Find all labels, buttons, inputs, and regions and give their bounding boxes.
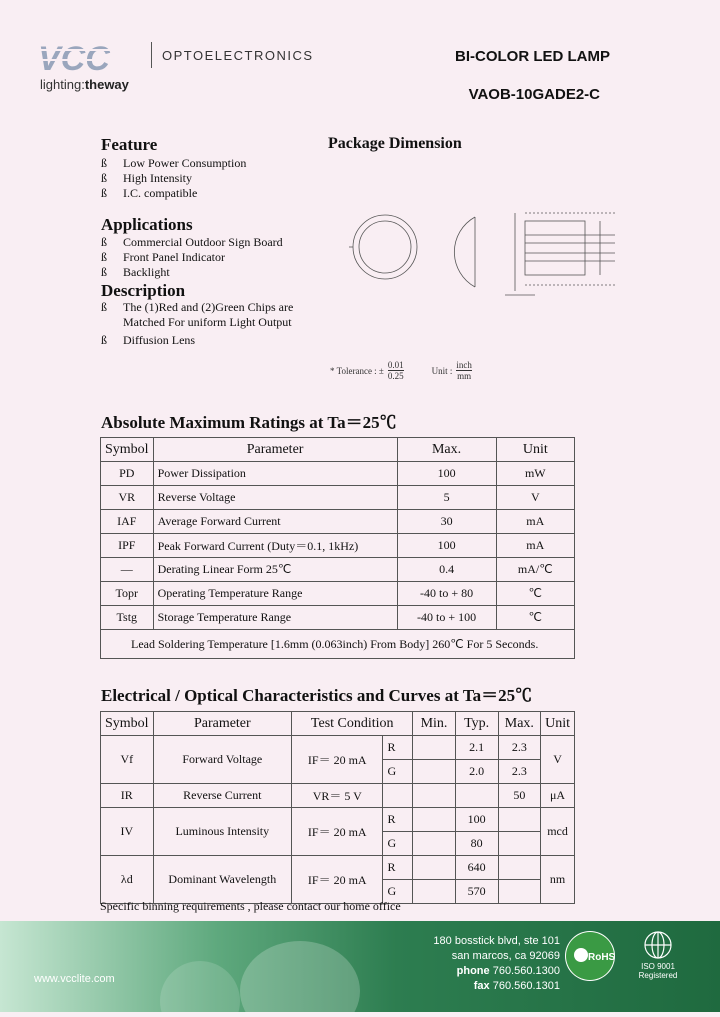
- table-row: G 80: [101, 832, 575, 856]
- eo-heading: Electrical / Optical Characteristics and Curves at Ta＝25℃: [101, 686, 533, 705]
- globe-icon: [643, 930, 673, 960]
- table-row: IR Reverse Current VR＝ 5 V 50 μA: [101, 784, 575, 808]
- table-row: G 570: [101, 880, 575, 904]
- tagline: lighting:theway: [40, 77, 129, 92]
- eo-table: [100, 711, 575, 904]
- table-row: IV Luminous Intensity IF＝ 20 mA R 100 mcd: [101, 808, 575, 832]
- part-number: VAOB-10GADE2-C: [468, 86, 600, 103]
- company-address: 180 bosstick blvd, ste 101 san marcos, ca 92069 phone 760.560.1300 fax 760.560.1301: [433, 935, 560, 992]
- table-row: G 2.0 2.3: [101, 760, 575, 784]
- table-row: λd Dominant Wavelength IF＝ 20 mA R 640 nm: [101, 856, 575, 880]
- table-row: VR Reverse Voltage 5 V: [101, 486, 575, 510]
- description-heading: Description: [101, 281, 186, 300]
- tolerance-note: * Tolerance : ± $\frac{0.01}{0.25}$ Unit : inch mm: [330, 360, 472, 381]
- abs-max-heading: Absolute Maximum Ratings at Ta＝25℃: [101, 413, 397, 432]
- table-header-row: Symbol Parameter Test Condition Min. Typ. Max. Unit: [101, 712, 575, 736]
- table-note-row: Lead Soldering Temperature [1.6mm (0.063inch) From Body] 260℃ For 5 Seconds.: [101, 630, 575, 659]
- rohs-badge: [565, 931, 615, 981]
- svg-text:VCC: VCC: [38, 40, 110, 74]
- feature-list: ß Low Power Consumption ß High Intensity ß I.C. compatible: [101, 156, 247, 200]
- document-title: BI-COLOR LED LAMP: [455, 48, 610, 65]
- svg-text:RoHS: RoHS: [588, 952, 615, 963]
- division-name: OPTOELECTRONICS: [162, 48, 314, 63]
- iso-badge: ISO 9001 Registered: [630, 930, 686, 992]
- table-row: — Derating Linear Form 25℃ 0.4 mA/℃: [101, 558, 575, 582]
- table-row: Tstg Storage Temperature Range -40 to + 100 ℃: [101, 606, 575, 630]
- package-heading: Package Dimension: [328, 135, 462, 152]
- table-row: PD Power Dissipation 100 mW: [101, 462, 575, 486]
- table-row: IAF Average Forward Current 30 mA: [101, 510, 575, 534]
- brand-divider: [151, 42, 152, 68]
- website-link[interactable]: www.vcclite.com: [34, 973, 115, 985]
- package-drawing: [345, 195, 635, 310]
- applications-heading: Applications: [101, 215, 193, 234]
- binning-note: Specific binning requirements , please contact our home office: [100, 899, 401, 913]
- abs-max-table: [100, 437, 575, 659]
- table-header-row: Symbol Parameter Max. Unit: [101, 438, 575, 462]
- vcc-logo: [38, 40, 142, 74]
- feature-heading: Feature: [101, 135, 158, 154]
- table-row: Topr Operating Temperature Range -40 to + 80 ℃: [101, 582, 575, 606]
- table-row: Vf Forward Voltage IF＝ 20 mA R 2.1 2.3 V: [101, 736, 575, 760]
- applications-list: ß Commercial Outdoor Sign Board ß Front Panel Indicator ß Backlight: [101, 235, 283, 279]
- table-row: IPF Peak Forward Current (Duty＝0.1, 1kHz) 100 mA: [101, 534, 575, 558]
- description-list: ß The (1)Red and (2)Green Chips are Matched For uniform Light Output ß Diffusion Lens: [101, 300, 294, 347]
